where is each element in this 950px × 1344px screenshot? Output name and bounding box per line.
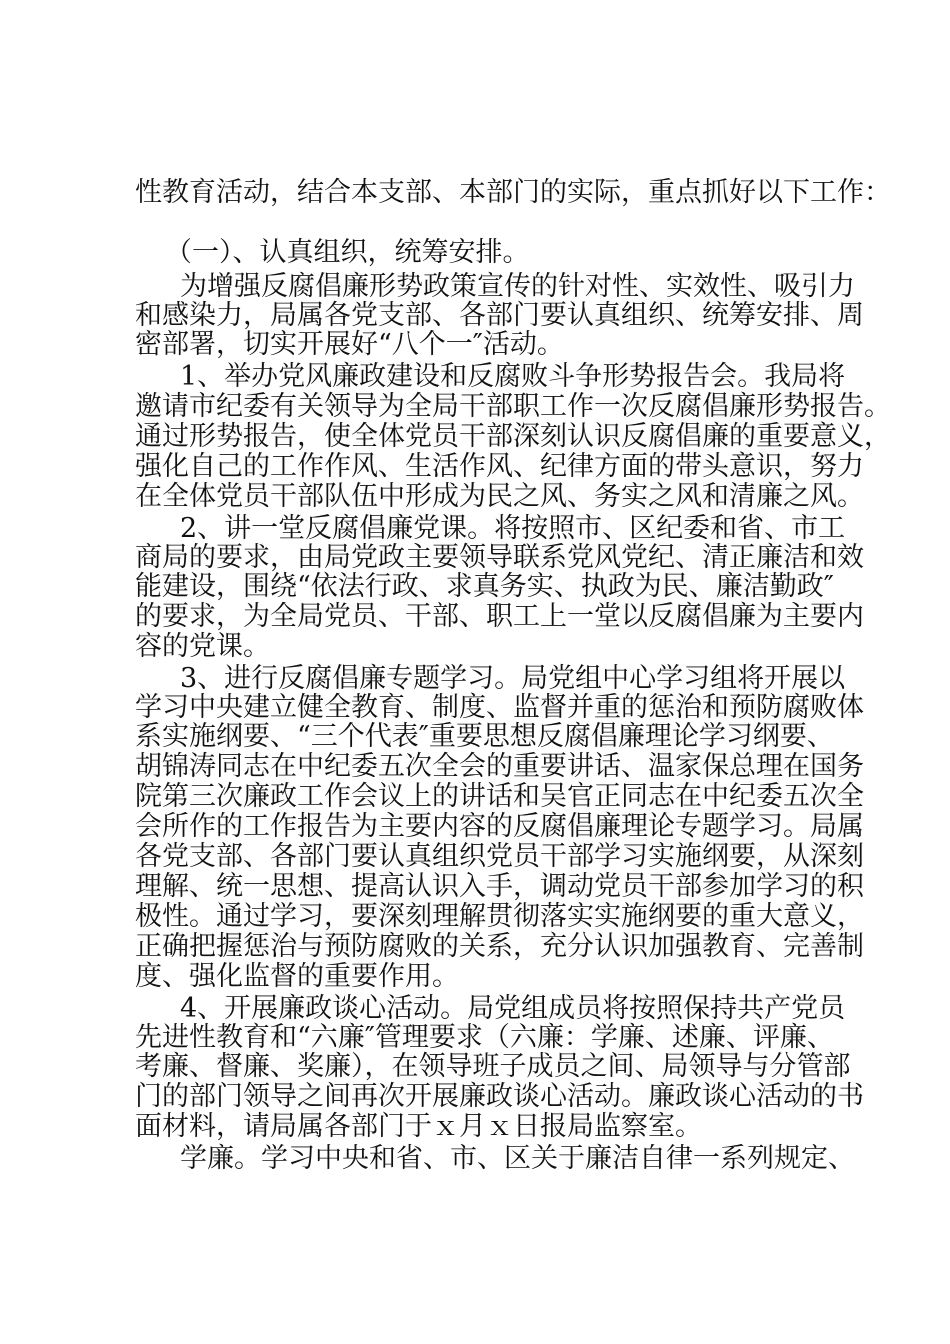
text-line: 邀请市纪委有关领导为全局干部职工作一次反腐倡廉形势报告。 (135, 391, 891, 422)
text-line: 的要求，为全局党员、干部、职工上一堂以反腐倡廉为主要内 (135, 601, 864, 632)
text-line: 胡锦涛同志在中纪委五次全会的重要讲话、温家保总理在国务 (135, 751, 864, 782)
text-line: 学习中央建立健全教育、制度、监督并重的惩治和预防腐败体 (135, 692, 864, 723)
text-line: 2、讲一堂反腐倡廉党课。将按照市、区纪委和省、市工 (180, 513, 846, 544)
text-line: 极性。通过学习，要深刻理解贯彻落实实施纲要的重大意义， (135, 901, 864, 932)
text-line: 系实施纲要、“三个代表″重要思想反腐倡廉理论学习纲要、 (135, 721, 834, 752)
text-line: 为增强反腐倡廉形势政策宣传的针对性、实效性、吸引力 (180, 271, 855, 302)
text-line: 密部署，切实开展好“八个一″活动。 (135, 329, 564, 360)
text-line: 先进性教育和“六廉″管理要求（六廉：学廉、述廉、评廉、 (135, 1022, 834, 1053)
text-line: 院第三次廉政工作会议上的讲话和吴官正同志在中纪委五次全 (135, 781, 864, 812)
text-line: 面材料，请局属各部门于ｘ月ｘ日报局监察室。 (135, 1111, 702, 1142)
text-line: 商局的要求，由局党政主要领导联系党风党纪、清正廉洁和效 (135, 542, 864, 573)
text-line: 通过形势报告，使全体党员干部深刻认识反腐倡廉的重要意义， (135, 421, 891, 452)
text-line: 4、开展廉政谈心活动。局党组成员将按照保持共产党员 (180, 993, 846, 1024)
text-line: 能建设，围绕“依法行政、求真务实、执政为民、廉洁勤政″ (135, 571, 834, 602)
text-line: 理解、统一思想、提高认识入手，调动党员干部参加学习的积 (135, 871, 864, 902)
text-line: 强化自己的工作作风、生活作风、纪律方面的带头意识，努力 (135, 451, 864, 482)
text-line: 正确把握惩治与预防腐败的关系，充分认识加强教育、完善制 (135, 931, 864, 962)
text-line: 学廉。学习中央和省、市、区关于廉洁自律一系列规定、 (180, 1143, 855, 1174)
text-line: 各党支部、各部门要认真组织党员干部学习实施纲要，从深刻 (135, 841, 864, 872)
text-line: 1、举办党风廉政建设和反腐败斗争形势报告会。我局将 (180, 361, 846, 392)
section-heading: （一）、认真组织，统筹安排。 (165, 237, 530, 268)
text-line: 性教育活动，结合本支部、本部门的实际，重点抓好以下工作： (135, 177, 891, 208)
text-line: 会所作的工作报告为主要内容的反腐倡廉理论专题学习。局属 (135, 811, 864, 842)
text-line: 考廉、督廉、奖廉），在领导班子成员之间、局领导与分管部 (135, 1051, 851, 1082)
text-line: 容的党课。 (135, 631, 270, 662)
text-line: 在全体党员干部队伍中形成为民之风、务实之风和清廉之风。 (135, 481, 864, 512)
text-line: 度、强化监督的重要作用。 (135, 961, 459, 992)
text-line: 3、进行反腐倡廉专题学习。局党组中心学习组将开展以 (180, 663, 846, 694)
text-line: 和感染力，局属各党支部、各部门要认真组织、统筹安排、周 (135, 300, 864, 331)
text-line: 门的部门领导之间再次开展廉政谈心活动。廉政谈心活动的书 (135, 1081, 864, 1112)
